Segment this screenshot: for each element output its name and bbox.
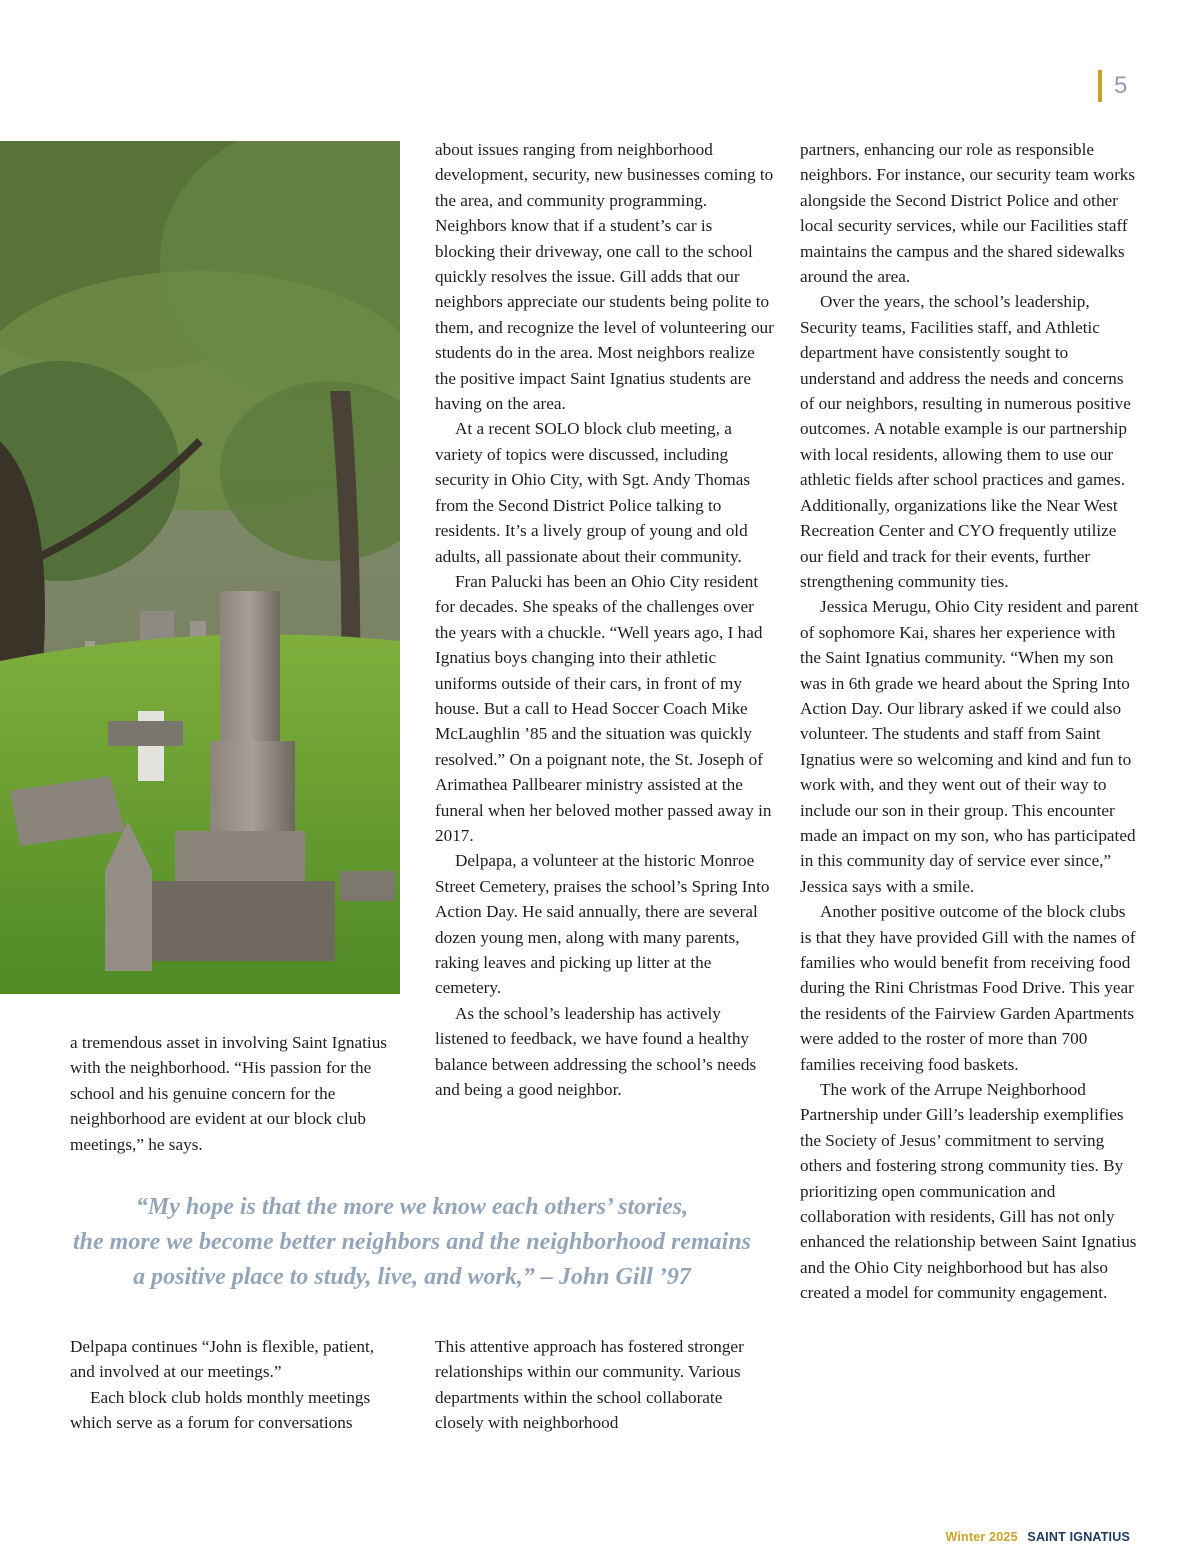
paragraph: about issues ranging from neighborhood development, security, new businesses coming to the area, and community programming. Neighbors know that if a student’s car is blocking their driveway, one call to the school quickly resolves the issue. Gill adds that our neighbors appreciate our students being polite to them, and recognize the level of volunteering our students do in the area. Most neighbors realize the positive impact Saint Ignatius students are having on the area. (435, 140, 774, 414)
paragraph: Delpapa, a volunteer at the historic Monroe Street Cemetery, praises the school’s Spring Into Action Day. He said annually, there are several dozen young men, along with many parents, raking leaves and picking up litter at the cemetery. (435, 851, 770, 998)
pull-quote (62, 1190, 762, 1295)
paragraph: At a recent SOLO block club meeting, a variety of topics were discussed, including security in Ohio City, with Sgt. Andy Thomas from the Second District Police talking to residents. It’s a lively group of young and old adults, all passionate about their community. (435, 419, 751, 566)
cemetery-photo (0, 141, 400, 994)
paragraph: partners, enhancing our role as responsible neighbors. For instance, our security team works alongside the Second District Police and other local security services, while our Facilities staff maintains the campus and the shared sidewalks around the area. (800, 140, 1136, 287)
page-number: 5 (1114, 72, 1128, 99)
column-left-top (70, 1030, 400, 1157)
paragraph: Each block club holds monthly meetings which serve as a forum for conversations (70, 1387, 371, 1433)
column-middle-bottom (435, 1334, 775, 1436)
paragraph: Delpapa continues “John is flexible, patient, and involved at our meetings.” (70, 1337, 375, 1382)
column-middle-top (435, 137, 775, 1102)
paragraph: Another positive outcome of the block clubs is that they have provided Gill with the names of families who would benefit from receiving food during the Rini Christmas Food Drive. This year the residents of the Fairview Garden Apartments were added to the roster of more than 700 families receiving food baskets. (800, 902, 1136, 1074)
page-number-bar (1098, 70, 1102, 102)
page-footer (945, 1530, 1130, 1544)
paragraph: a tremendous asset in involving Saint Ignatius with the neighborhood. “His passion for the school and his genuine concern for the neighborhood are evident at our block club meetings,” he says. (70, 1033, 387, 1154)
paragraph: The work of the Arrupe Neighborhood Partnership under Gill’s leadership exemplifies the Society of Jesus’ commitment to serving others and fostering strong community ties. By prioritizing open communication and collaboration with residents, Gill has not only enhanced the relationship between Saint Ignatius and the Ohio City neighborhood but has also created a model for community engagement. (800, 1080, 1137, 1303)
column-right (800, 137, 1140, 1306)
pull-quote-line: the more we become better neighbors and the neighborhood remains (72, 1229, 752, 1255)
paragraph: As the school’s leadership has actively listened to feedback, we have found a healthy balance between addressing the school’s needs and being a good neighbor. (435, 1003, 757, 1100)
paragraph: Over the years, the school’s leadership, Security teams, Facilities staff, and Athletic department have consistently sought to understand and address the needs and concerns of our neighbors, resulting in numerous positive outcomes. A notable example is our partnership with local residents, allowing them to use our athletic fields after school practices and games. Additionally, organizations like the Near West Recreation Center and CYO frequently utilize our field and track for their events, further strengthening community ties. (800, 292, 1131, 591)
footer-issue-date: Winter 2025 (945, 1530, 1018, 1544)
pull-quote-line: “My hope is that the more we know each others’ stories, (135, 1194, 689, 1220)
pull-quote-line: a positive place to study, live, and work,” – John Gill ’97 (133, 1264, 691, 1290)
column-left-bottom (70, 1334, 400, 1436)
paragraph: Jessica Merugu, Ohio City resident and parent of sophomore Kai, shares her experience with the Saint Ignatius community. “When my son was in 6th grade we heard about the Spring Into Action Day. Our library asked if we could also volunteer. The students and staff from Saint Ignatius were so welcoming and kind and fun to work with, and they went out of their way to include our son in their group. This encounter made an impact on my son, who has participated in this community day of service ever since,” Jessica says with a smile. (800, 597, 1139, 896)
page-number-block (1098, 70, 1127, 102)
footer-magazine-title: SAINT IGNATIUS (1027, 1530, 1130, 1544)
paragraph: Fran Palucki has been an Ohio City resident for decades. She speaks of the challenges over the years with a chuckle. “Well years ago, I had Ignatius boys changing into their athletic uniforms outside of their cars, in front of my house. But a call to Head Soccer Coach Mike McLaughlin ’85 and the situation was quickly resolved.” On a poignant note, the St. Joseph of Arimathea Pallbearer ministry assisted at the funeral when her beloved mother passed away in 2017. (435, 571, 772, 845)
paragraph: This attentive approach has fostered stronger relationships within our community. Various departments within the school collaborate closely with neighborhood (435, 1337, 744, 1433)
